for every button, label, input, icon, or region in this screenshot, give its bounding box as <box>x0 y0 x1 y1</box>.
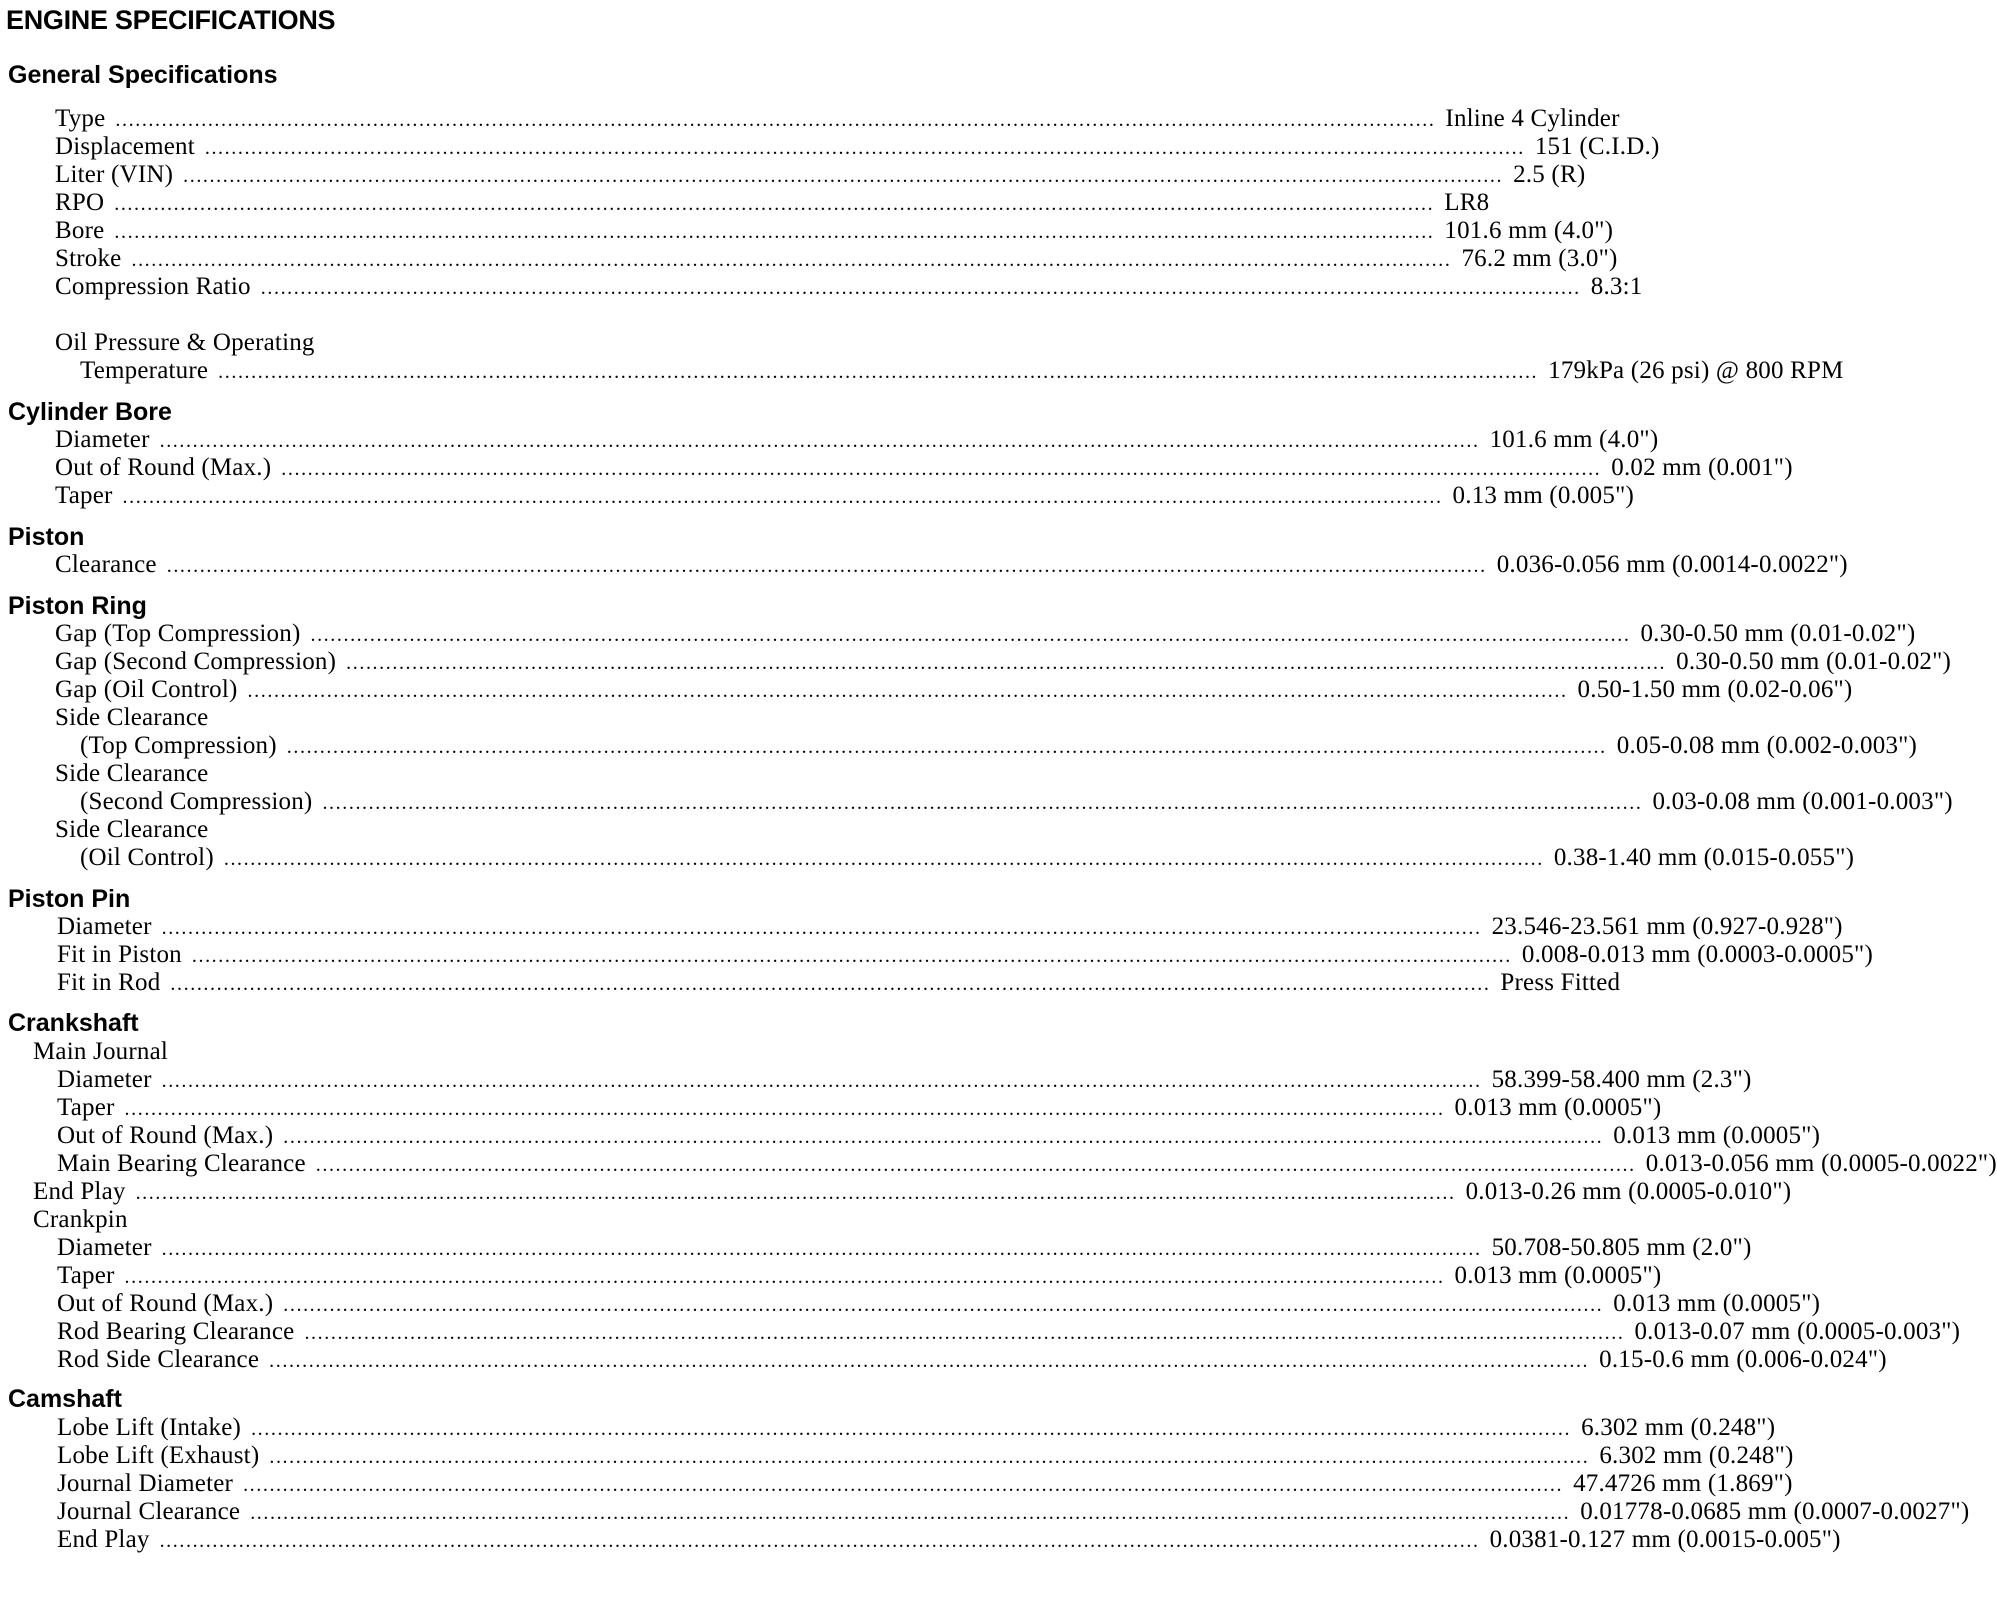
spec-label: Journal Clearance <box>57 1498 241 1525</box>
spec-row-cp-diameter <box>57 1234 1752 1262</box>
spec-row-bore-taper <box>55 482 1634 510</box>
spec-value: 0.008-0.013 mm (0.0003-0.0005") <box>1521 941 1873 968</box>
spec-label: (Oil Control) <box>80 844 214 871</box>
spec-row-mj-diameter <box>57 1066 1752 1094</box>
spec-value: 0.036-0.056 mm (0.0014-0.0022") <box>1496 551 1848 578</box>
spec-value: 0.13 mm (0.005") <box>1452 482 1634 509</box>
dot-leader: ........................................................................................................................................................................................................ <box>247 680 1568 702</box>
spec-label: Gap (Second Compression) <box>55 648 337 675</box>
dot-leader: ........................................................................................................................................................................................................ <box>315 1154 1636 1176</box>
spec-row-lobe-lift-intake <box>57 1414 1776 1442</box>
dot-leader: ........................................................................................................................................................................................................ <box>269 1350 1590 1372</box>
spec-row-fit-in-piston <box>57 941 1873 969</box>
spec-label-oil-pressure: Oil Pressure & Operating <box>55 329 315 356</box>
section-heading-piston-pin: Piston Pin <box>8 885 131 913</box>
dot-leader: ........................................................................................................................................................................................................ <box>310 624 1631 646</box>
spec-value: 6.302 mm (0.248") <box>1581 1414 1776 1441</box>
dot-leader: ........................................................................................................................................................................................................ <box>281 458 1602 480</box>
dot-leader: ........................................................................................................................................................................................................ <box>170 973 1491 995</box>
dot-leader: ........................................................................................................................................................................................................ <box>260 277 1581 299</box>
spec-label: Fit in Piston <box>57 941 182 968</box>
spec-value: 50.708-50.805 mm (2.0") <box>1491 1234 1752 1261</box>
spec-value: 0.013-0.056 mm (0.0005-0.0022") <box>1645 1150 1997 1177</box>
spec-value: 76.2 mm (3.0") <box>1461 245 1618 272</box>
spec-label: Journal Diameter <box>57 1470 234 1497</box>
spec-value: 47.4726 mm (1.869") <box>1573 1470 1793 1497</box>
spec-value: 0.02 mm (0.001") <box>1611 454 1793 481</box>
spec-label: Fit in Rod <box>57 969 161 996</box>
spec-value: 0.01778-0.0685 mm (0.0007-0.0027") <box>1580 1498 1970 1525</box>
spec-label: Main Bearing Clearance <box>57 1150 306 1177</box>
section-heading-camshaft: Camshaft <box>8 1385 122 1413</box>
dot-leader: ........................................................................................................................................................................................................ <box>159 1530 1480 1552</box>
spec-row-cp-out-of-round <box>57 1290 1821 1318</box>
dot-leader: ........................................................................................................................................................................................................ <box>346 652 1667 674</box>
section-heading-cylinder-bore: Cylinder Bore <box>8 398 172 426</box>
spec-label-side-clearance-1: Side Clearance <box>55 704 209 731</box>
spec-label: Compression Ratio <box>55 273 251 300</box>
spec-row-gap-top <box>55 620 1916 648</box>
spec-row-journal-clearance <box>57 1498 1970 1526</box>
spec-row-liter <box>55 161 1586 189</box>
spec-label: Out of Round (Max.) <box>57 1122 274 1149</box>
spec-label: Gap (Top Compression) <box>55 620 301 647</box>
spec-value: 2.5 (R) <box>1513 161 1586 188</box>
spec-value: 0.0381-0.127 mm (0.0015-0.005") <box>1489 1526 1841 1553</box>
dot-leader: ........................................................................................................................................................................................................ <box>322 792 1643 814</box>
spec-label: Diameter <box>57 1234 152 1261</box>
spec-row-type <box>55 105 1620 133</box>
dot-leader: ........................................................................................................................................................................................................ <box>204 137 1525 159</box>
dot-leader: ........................................................................................................................................................................................................ <box>124 1266 1445 1288</box>
dot-leader: ........................................................................................................................................................................................................ <box>161 1238 1482 1260</box>
spec-row-bore <box>55 217 1614 245</box>
spec-label-side-clearance-3: Side Clearance <box>55 816 209 843</box>
dot-leader: ........................................................................................................................................................................................................ <box>124 1098 1445 1120</box>
dot-leader: ........................................................................................................................................................................................................ <box>243 1474 1564 1496</box>
spec-row-stroke <box>55 245 1618 273</box>
spec-row-oil-pressure <box>80 357 1844 385</box>
spec-value: LR8 <box>1444 189 1490 216</box>
spec-value: 0.03-0.08 mm (0.001-0.003") <box>1652 788 1953 815</box>
subheading-crankpin: Crankpin <box>33 1206 128 1233</box>
spec-label: Out of Round (Max.) <box>57 1290 274 1317</box>
spec-label-side-clearance-2: Side Clearance <box>55 760 209 787</box>
spec-row-rod-bearing-clearance <box>57 1318 1961 1346</box>
spec-label: Lobe Lift (Intake) <box>57 1414 242 1441</box>
dot-leader: ........................................................................................................................................................................................................ <box>191 945 1512 967</box>
spec-row-main-bearing-clearance <box>57 1150 1997 1178</box>
spec-label: Stroke <box>55 245 122 272</box>
dot-leader: ........................................................................................................................................................................................................ <box>269 1446 1590 1468</box>
spec-label: Out of Round (Max.) <box>55 454 272 481</box>
spec-label: Rod Bearing Clearance <box>57 1318 295 1345</box>
spec-value: 0.38-1.40 mm (0.015-0.055") <box>1553 844 1855 871</box>
spec-label: Taper <box>57 1094 115 1121</box>
dot-leader: ........................................................................................................................................................................................................ <box>115 109 1436 131</box>
spec-value: 58.399-58.400 mm (2.3") <box>1491 1066 1752 1093</box>
spec-row-bore-out-of-round <box>55 454 1793 482</box>
spec-value: Press Fitted <box>1500 969 1621 996</box>
spec-value: 8.3:1 <box>1590 273 1643 300</box>
dot-leader: ........................................................................................................................................................................................................ <box>114 221 1435 243</box>
spec-value: 179kPa (26 psi) @ 800 RPM <box>1548 357 1844 384</box>
spec-row-pin-diameter <box>57 913 1843 941</box>
spec-label: (Top Compression) <box>80 732 277 759</box>
spec-value: 0.013-0.26 mm (0.0005-0.010") <box>1465 1178 1792 1205</box>
section-heading-piston: Piston <box>8 523 85 551</box>
spec-row-bore-diameter <box>55 426 1659 454</box>
spec-row-cp-taper <box>57 1262 1662 1290</box>
spec-value: 0.30-0.50 mm (0.01-0.02") <box>1676 648 1952 675</box>
spec-row-crank-end-play <box>33 1178 1792 1206</box>
spec-label: Diameter <box>57 1066 152 1093</box>
dot-leader: ........................................................................................................................................................................................................ <box>159 430 1480 452</box>
page-title: ENGINE SPECIFICATIONS <box>6 5 336 35</box>
dot-leader: ........................................................................................................................................................................................................ <box>283 1126 1604 1148</box>
spec-row-compression-ratio <box>55 273 1643 301</box>
spec-label: Lobe Lift (Exhaust) <box>57 1442 260 1469</box>
spec-label: Taper <box>55 482 113 509</box>
spec-label: Bore <box>55 217 105 244</box>
spec-row-rod-side-clearance <box>57 1346 1887 1374</box>
spec-label: (Second Compression) <box>80 788 313 815</box>
spec-label: Temperature <box>80 357 209 384</box>
spec-value: 0.013-0.07 mm (0.0005-0.003") <box>1634 1318 1961 1345</box>
spec-label: End Play <box>57 1526 150 1553</box>
section-heading-crankshaft: Crankshaft <box>8 1009 139 1037</box>
dot-leader: ........................................................................................................................................................................................................ <box>131 249 1452 271</box>
spec-label: End Play <box>33 1178 126 1205</box>
spec-label: Taper <box>57 1262 115 1289</box>
spec-value: 0.50-1.50 mm (0.02-0.06") <box>1577 676 1853 703</box>
spec-value: Inline 4 Cylinder <box>1445 105 1620 132</box>
dot-leader: ........................................................................................................................................................................................................ <box>251 1418 1572 1440</box>
subheading-main-journal: Main Journal <box>33 1038 169 1065</box>
dot-leader: ........................................................................................................................................................................................................ <box>166 555 1487 577</box>
section-heading-piston-ring: Piston Ring <box>8 592 147 620</box>
spec-label: Diameter <box>57 913 152 940</box>
spec-label: Displacement <box>55 133 195 160</box>
spec-row-displacement <box>55 133 1660 161</box>
spec-value: 151 (C.I.D.) <box>1534 133 1660 160</box>
dot-leader: ........................................................................................................................................................................................................ <box>223 848 1544 870</box>
dot-leader: ........................................................................................................................................................................................................ <box>183 165 1504 187</box>
spec-row-mj-taper <box>57 1094 1662 1122</box>
spec-row-journal-diameter <box>57 1470 1793 1498</box>
spec-value: 0.013 mm (0.0005") <box>1613 1290 1821 1317</box>
dot-leader: ........................................................................................................................................................................................................ <box>135 1182 1456 1204</box>
spec-row-side-oil <box>80 844 1855 872</box>
dot-leader: ........................................................................................................................................................................................................ <box>122 486 1443 508</box>
dot-leader: ........................................................................................................................................................................................................ <box>286 736 1607 758</box>
dot-leader: ........................................................................................................................................................................................................ <box>218 361 1539 383</box>
spec-label: Liter (VIN) <box>55 161 174 188</box>
spec-value: 0.30-0.50 mm (0.01-0.02") <box>1640 620 1916 647</box>
dot-leader: ........................................................................................................................................................................................................ <box>250 1502 1571 1524</box>
spec-row-lobe-lift-exhaust <box>57 1442 1794 1470</box>
dot-leader: ........................................................................................................................................................................................................ <box>114 193 1435 215</box>
spec-label: Type <box>55 105 106 132</box>
spec-row-side-second <box>80 788 1953 816</box>
dot-leader: ........................................................................................................................................................................................................ <box>283 1294 1604 1316</box>
spec-row-mj-out-of-round <box>57 1122 1821 1150</box>
dot-leader: ........................................................................................................................................................................................................ <box>304 1322 1625 1344</box>
spec-row-fit-in-rod <box>57 969 1621 997</box>
spec-value: 0.05-0.08 mm (0.002-0.003") <box>1616 732 1918 759</box>
section-heading-general: General Specifications <box>8 61 278 89</box>
spec-label: Diameter <box>55 426 150 453</box>
spec-label: Clearance <box>55 551 157 578</box>
spec-value: 101.6 mm (4.0") <box>1444 217 1614 244</box>
spec-row-gap-second <box>55 648 1952 676</box>
spec-label: Rod Side Clearance <box>57 1346 260 1373</box>
spec-row-rpo <box>55 189 1490 217</box>
spec-value: 0.013 mm (0.0005") <box>1454 1094 1662 1121</box>
dot-leader: ........................................................................................................................................................................................................ <box>161 1070 1482 1092</box>
spec-row-piston-clearance <box>55 551 1848 579</box>
dot-leader: ........................................................................................................................................................................................................ <box>161 917 1482 939</box>
spec-value: 0.013 mm (0.0005") <box>1613 1122 1821 1149</box>
spec-value: 0.013 mm (0.0005") <box>1454 1262 1662 1289</box>
spec-row-gap-oil <box>55 676 1853 704</box>
spec-row-cam-end-play <box>57 1526 1841 1554</box>
spec-label: Gap (Oil Control) <box>55 676 238 703</box>
spec-value: 23.546-23.561 mm (0.927-0.928") <box>1491 913 1843 940</box>
spec-row-side-top <box>80 732 1918 760</box>
spec-value: 101.6 mm (4.0") <box>1489 426 1659 453</box>
spec-label: RPO <box>55 189 105 216</box>
spec-value: 6.302 mm (0.248") <box>1599 1442 1794 1469</box>
spec-value: 0.15-0.6 mm (0.006-0.024") <box>1599 1346 1887 1373</box>
